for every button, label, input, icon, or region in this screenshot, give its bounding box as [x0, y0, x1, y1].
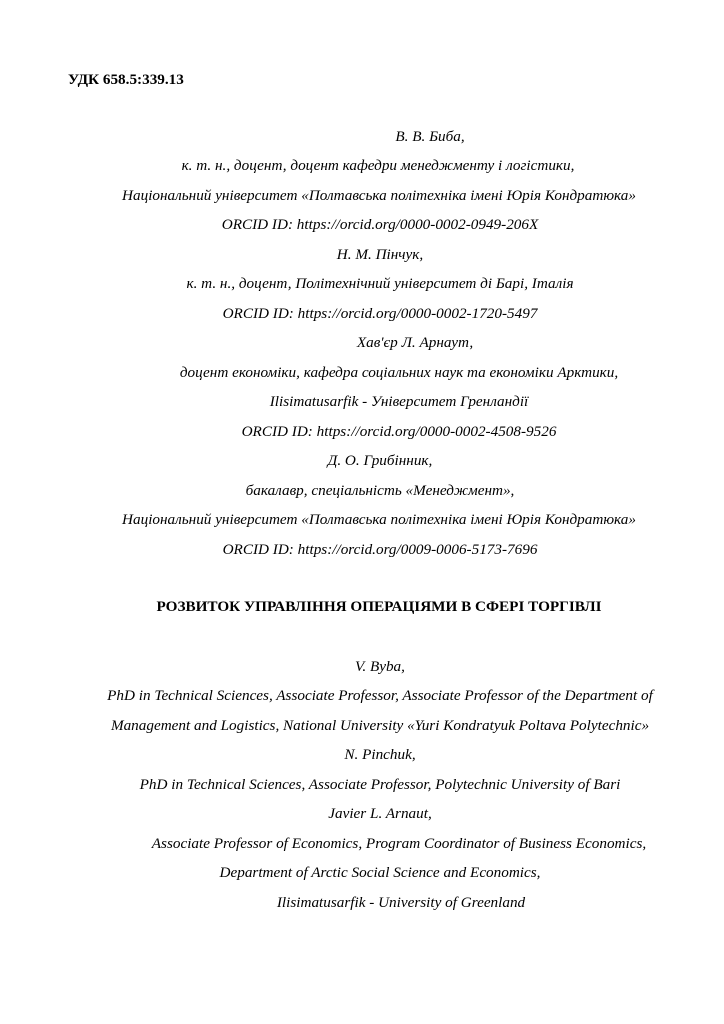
author-affiliation-line: Національний університет «Полтавська політехніка імені Юрія Кондратюка»	[122, 511, 636, 528]
author-affiliation-line: Ilisimatusarfik - University of Greenland	[276, 894, 526, 911]
author-affiliation-line: бакалавр, спеціальність «Менеджмент»,	[245, 482, 515, 499]
author-affiliation-line: PhD in Technical Sciences, Associate Professor, Polytechnic University of Bari	[139, 776, 621, 793]
author-affiliation-line: Department of Arctic Social Science and Economics,	[219, 864, 541, 881]
udc-code: УДК 658.5:339.13	[68, 71, 184, 88]
author-affiliation-line: к. т. н., доцент, Політехнічний університет ді Барі, Італія	[186, 275, 574, 292]
author-affiliation-line: доцент економіки, кафедра соціальних наук та економіки Арктики,	[179, 364, 619, 381]
author-affiliation-line: к. т. н., доцент, доцент кафедри менеджменту і логістики,	[181, 157, 575, 174]
author-name-byba-en: V. Byba,	[355, 658, 405, 675]
author-affiliation-line: PhD in Technical Sciences, Associate Professor, Associate Professor of the Department of	[107, 687, 653, 704]
author-affiliation-line: Національний університет «Полтавська політехніка імені Юрія Кондратюка»	[122, 187, 636, 204]
author-name-pinchuk-ua: Н. М. Пінчук,	[336, 246, 424, 263]
author-orcid: ORCID ID: https://orcid.org/0000-0002-4508-9526	[241, 423, 557, 440]
author-affiliation-line: Ilisimatusarfik - Університет Гренландії	[269, 393, 529, 410]
author-name-arnaut-ua: Хав'єр Л. Арнаут,	[356, 334, 474, 351]
author-name-pinchuk-en: N. Pinchuk,	[344, 746, 416, 763]
article-title: РОЗВИТОК УПРАВЛІННЯ ОПЕРАЦІЯМИ В СФЕРІ ТОРГІВЛІ	[156, 598, 602, 615]
author-orcid: ORCID ID: https://orcid.org/0000-0002-0949-206X	[221, 216, 539, 233]
author-orcid: ORCID ID: https://orcid.org/0009-0006-5173-7696	[222, 541, 538, 558]
author-orcid: ORCID ID: https://orcid.org/0000-0002-1720-5497	[222, 305, 538, 322]
author-name-arnaut-en: Javier L. Arnaut,	[328, 805, 432, 822]
author-name-byba-ua: В. В. Биба,	[395, 128, 465, 145]
author-affiliation-line: Associate Professor of Economics, Program Coordinator of Business Economics,	[151, 835, 647, 852]
author-name-hrybinnyk-ua: Д. О. Грибінник,	[327, 452, 433, 469]
author-affiliation-line: Management and Logistics, National University «Yuri Kondratyuk Poltava Polytechnic»	[110, 717, 650, 734]
